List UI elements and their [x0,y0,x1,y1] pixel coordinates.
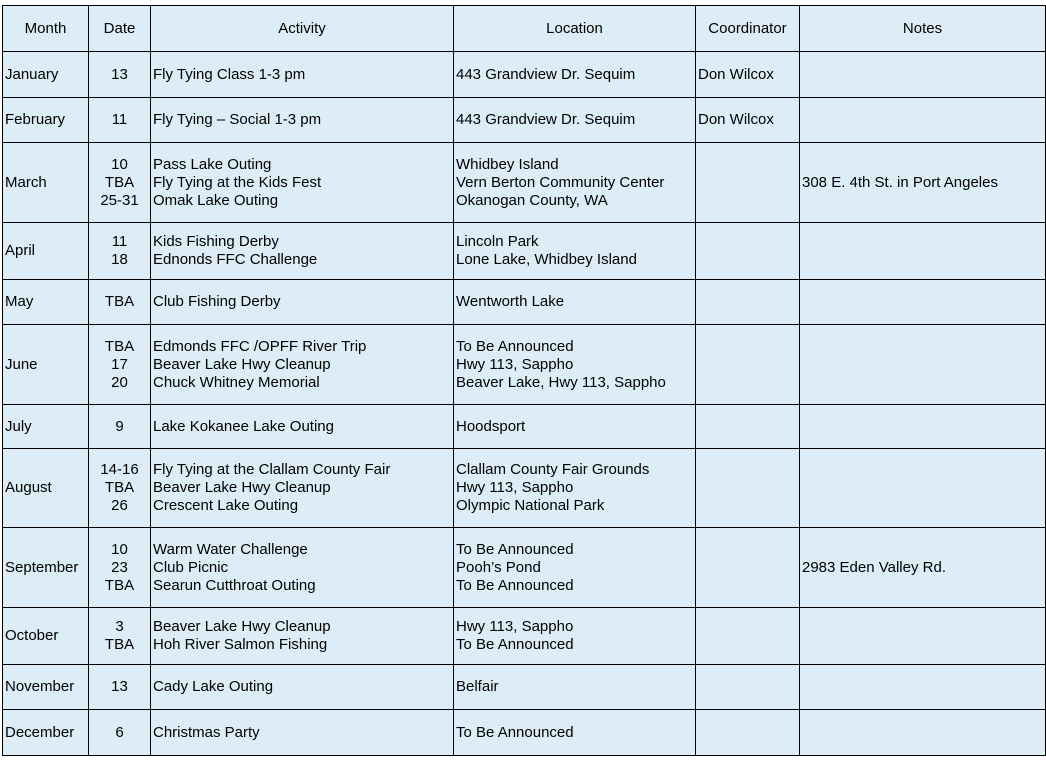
date-line: TBA [104,173,135,191]
table-row [3,710,1046,756]
location-line: To Be Announced [456,636,574,653]
date-cell [89,608,151,665]
coordinator-cell [696,143,800,223]
coordinator-cell [696,665,800,710]
activity-line: Beaver Lake Hwy Cleanup [153,618,331,635]
notes-cell [800,98,1046,143]
date-line: TBA [104,636,135,653]
notes-cell: 308 E. 4th St. in Port Angeles [800,143,1046,223]
date-line: 10 [111,540,128,558]
header-row [3,6,1046,52]
date-line: 26 [111,497,128,514]
table-row [3,223,1046,280]
month-cell: May [3,280,89,325]
header-location: Location [454,6,696,52]
month-cell: July [3,405,89,449]
month-cell: December [3,710,89,756]
table-row [3,143,1046,223]
date-line: 17 [111,355,128,373]
table-row [3,280,1046,325]
date-line: 14-16 [100,461,139,478]
location-cell [454,528,696,608]
header-activity: Activity [151,6,454,52]
date-line: 25-31 [100,191,139,209]
location-line: To Be Announced [456,576,574,594]
table-row [3,325,1046,405]
activity-cell [151,280,454,325]
month-cell: November [3,665,89,710]
month-cell: January [3,52,89,98]
location-cell [454,710,696,756]
month-cell: August [3,449,89,528]
date-line: TBA [104,337,135,355]
location-line: Hwy 113, Sappho [456,355,574,373]
activity-line: Crescent Lake Outing [153,497,299,514]
date-cell [89,528,151,608]
location-line: To Be Announced [456,540,574,558]
date-cell [89,98,151,143]
activity-line: Christmas Party [153,723,260,741]
date-cell [89,449,151,528]
activity-line: Hoh River Salmon Fishing [153,636,328,653]
activity-line: Pass Lake Outing [153,155,272,173]
notes-cell [800,280,1046,325]
activity-line: Club Picnic [153,558,229,576]
date-line: 10 [111,155,128,173]
date-line: 11 [111,111,128,128]
activity-line: Ednonds FFC Challenge [153,251,318,268]
activity-line: Fly Tying at the Kids Fest [153,173,322,191]
month-cell: March [3,143,89,223]
location-line: Pooh’s Pond [456,558,541,576]
activity-cell [151,405,454,449]
date-line: 13 [111,678,128,695]
location-line: 443 Grandview Dr. Sequim [456,65,636,83]
location-cell [454,325,696,405]
activity-line: Searun Cutthroat Outing [153,576,316,594]
date-line: 13 [111,65,128,83]
location-line: To Be Announced [456,723,574,741]
location-line: Hwy 113, Sappho [456,479,574,496]
activity-line: Kids Fishing Derby [153,233,279,250]
notes-cell [800,405,1046,449]
notes-cell [800,710,1046,756]
coordinator-cell [696,449,800,528]
date-cell [89,143,151,223]
schedule-table [2,5,1046,756]
location-cell [454,405,696,449]
month-cell: June [3,325,89,405]
table-row [3,52,1046,98]
location-cell [454,223,696,280]
location-line: 443 Grandview Dr. Sequim [456,111,636,128]
activity-cell [151,528,454,608]
location-cell [454,52,696,98]
location-line: Hwy 113, Sappho [456,618,574,635]
table-row [3,528,1046,608]
notes-cell [800,223,1046,280]
location-line: Wentworth Lake [456,293,565,310]
activity-line: Cady Lake Outing [153,678,274,695]
month-cell: April [3,223,89,280]
activity-line: Chuck Whitney Memorial [153,373,320,391]
date-cell [89,52,151,98]
date-cell [89,710,151,756]
location-line: Hoodsport [456,417,526,435]
location-line: Lone Lake, Whidbey Island [456,251,637,268]
notes-cell [800,449,1046,528]
activity-cell [151,665,454,710]
coordinator-cell [696,528,800,608]
notes-cell [800,608,1046,665]
activity-line: Lake Kokanee Lake Outing [153,417,334,435]
coordinator-cell [696,405,800,449]
notes-cell: 2983 Eden Valley Rd. [800,528,1046,608]
activity-line: Fly Tying Class 1-3 pm [153,65,306,83]
table-row [3,98,1046,143]
location-line: Okanogan County, WA [456,191,608,209]
location-line: Beaver Lake, Hwy 113, Sappho [456,373,666,391]
location-cell [454,280,696,325]
date-line: 11 [111,233,128,250]
location-cell [454,98,696,143]
header-notes: Notes [800,6,1046,52]
activity-cell [151,98,454,143]
activity-line: Fly Tying at the Clallam County Fair [153,461,391,478]
header-month: Month [3,6,89,52]
date-line: 9 [115,417,124,435]
location-cell [454,143,696,223]
header-coordinator: Coordinator [696,6,800,52]
table-row [3,665,1046,710]
activity-line: Beaver Lake Hwy Cleanup [153,479,331,496]
date-cell [89,325,151,405]
activity-line: Club Fishing Derby [153,293,281,310]
date-line: 23 [111,558,128,576]
activity-line: Warm Water Challenge [153,540,308,558]
activity-cell [151,223,454,280]
location-line: Vern Berton Community Center [456,173,665,191]
notes-cell [800,665,1046,710]
activity-line: Edmonds FFC /OPFF River Trip [153,337,367,355]
location-line: Belfair [456,678,499,695]
date-line: 3 [115,618,124,635]
table-row [3,449,1046,528]
month-cell: February [3,98,89,143]
activity-cell [151,325,454,405]
date-line: 18 [111,251,128,268]
location-line: Lincoln Park [456,233,539,250]
date-line: TBA [104,293,135,310]
table-row [3,405,1046,449]
activity-cell [151,52,454,98]
table-row [3,608,1046,665]
date-cell [89,665,151,710]
location-cell [454,665,696,710]
date-line: TBA [104,576,135,594]
month-cell: September [3,528,89,608]
coordinator-cell [696,608,800,665]
coordinator-cell [696,325,800,405]
location-line: Whidbey Island [456,155,559,173]
schedule-body [3,52,1046,756]
location-line: Olympic National Park [456,497,605,514]
date-cell [89,405,151,449]
date-line: TBA [104,479,135,496]
coordinator-cell: Don Wilcox [696,52,800,98]
header-date: Date [89,6,151,52]
activity-cell [151,608,454,665]
location-cell [454,449,696,528]
activity-line: Fly Tying – Social 1-3 pm [153,111,322,128]
month-cell: October [3,608,89,665]
notes-cell [800,325,1046,405]
coordinator-cell [696,223,800,280]
activity-cell [151,710,454,756]
coordinator-cell [696,710,800,756]
location-line: Clallam County Fair Grounds [456,461,650,478]
activity-cell [151,143,454,223]
location-line: To Be Announced [456,337,574,355]
coordinator-cell [696,280,800,325]
activity-line: Beaver Lake Hwy Cleanup [153,355,331,373]
notes-cell [800,52,1046,98]
date-cell [89,280,151,325]
activity-line: Omak Lake Outing [153,191,279,209]
location-cell [454,608,696,665]
coordinator-cell: Don Wilcox [696,98,800,143]
date-line: 20 [111,373,128,391]
date-line: 6 [115,723,124,741]
activity-cell [151,449,454,528]
date-cell [89,223,151,280]
